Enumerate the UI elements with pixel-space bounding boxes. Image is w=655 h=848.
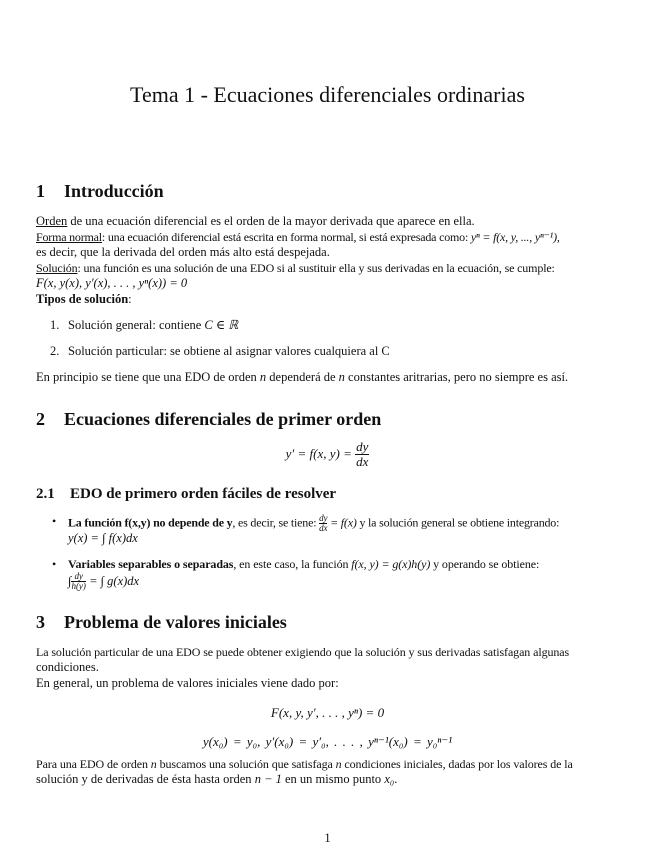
pvi-n1: n bbox=[150, 757, 157, 771]
pvi-n2: n bbox=[335, 757, 342, 771]
forma-normal-continuation: es decir, que la derivada del orden más alto está despejada. bbox=[36, 245, 330, 259]
fraction-denominator: dx bbox=[356, 454, 369, 470]
orden-term: Orden bbox=[36, 214, 68, 228]
pvi-line2-n: n − 1 bbox=[254, 772, 282, 786]
solucion-text: : una función es una solución de una EDO si al sustituir ella y sus derivadas en la ecuación, se cumple: bbox=[77, 261, 555, 275]
dy-hy-fraction bbox=[71, 572, 86, 592]
tipos-solucion-label bbox=[36, 292, 132, 308]
equation-lhs: y′ = f(x, y) = bbox=[285, 445, 352, 461]
fraction-numerator: dy bbox=[319, 513, 328, 523]
pvi-paragraph-3-line-2 bbox=[36, 772, 397, 788]
list-item-text: Solución general: contiene bbox=[68, 318, 205, 332]
pvi-paragraph-1-line-2: condiciones. bbox=[36, 660, 99, 674]
section-1-heading bbox=[36, 181, 164, 202]
subsection-number: 2.1 bbox=[36, 486, 55, 502]
section-number: 2 bbox=[36, 409, 45, 429]
tipos-colon: : bbox=[128, 292, 132, 306]
fraction-denominator: h(y) bbox=[71, 581, 86, 592]
orden-definition bbox=[36, 214, 620, 230]
bullet-2-text: , en este caso, la función bbox=[233, 557, 352, 571]
dy-dx-fraction bbox=[355, 440, 369, 470]
principio-text-c: constantes aritrarias, pero no siempre es así. bbox=[344, 370, 569, 384]
fraction-numerator: dy bbox=[356, 439, 369, 454]
solucion-term: Solución bbox=[36, 261, 78, 275]
section-title: Ecuaciones diferenciales de primer orden bbox=[64, 409, 382, 429]
pvi-paragraph-2: En general, un problema de valores iniciales viene dado por: bbox=[36, 676, 339, 690]
forma-normal-text: : una ecuación diferencial está escrita en forma normal, si está expresada como: bbox=[101, 230, 469, 244]
forma-normal-formula: yⁿ = f(x, y, ..., yⁿ⁻¹), bbox=[470, 230, 560, 244]
bullet-2-integral-rhs: = ∫ g(x)dx bbox=[85, 573, 140, 588]
fraction-denominator: dx bbox=[319, 523, 328, 534]
bullet-icon: • bbox=[52, 514, 57, 528]
bullet-2-integral bbox=[68, 572, 139, 592]
section-2-heading bbox=[36, 409, 381, 430]
integral-sign: ∫ bbox=[68, 573, 72, 588]
list-item-solucion-particular bbox=[50, 344, 390, 360]
pvi-equation-2: y(x₀) = y₀, y′(x₀) = y′₀, . . . , yⁿ⁻¹(x₀) = y₀ⁿ⁻¹ bbox=[202, 734, 453, 749]
bullet-1-line-1 bbox=[68, 514, 559, 534]
document-title: Tema 1 - Ecuaciones diferenciales ordinarias bbox=[130, 82, 525, 107]
list-item-solucion-general bbox=[50, 318, 238, 334]
pvi-line2-text-a: solución y de derivadas de ésta hasta orden bbox=[36, 772, 255, 786]
subsection-2-1-heading bbox=[36, 486, 336, 503]
pvi-text-a: Para una EDO de orden bbox=[36, 757, 151, 771]
bullet-2-bold: Variables separables o separadas bbox=[68, 557, 234, 571]
pvi-line2-period: . bbox=[394, 772, 398, 786]
tipos-label-text: Tipos de solución bbox=[36, 292, 129, 306]
list-item-number: 2. bbox=[50, 344, 60, 358]
principio-n1: n bbox=[259, 370, 267, 384]
section-title: Problema de valores iniciales bbox=[64, 612, 287, 632]
solucion-definition bbox=[36, 261, 555, 277]
bullet-1-integral: y(x) = ∫ f(x)dx bbox=[68, 531, 138, 545]
forma-normal-term: Forma normal bbox=[36, 230, 102, 244]
section-number: 3 bbox=[36, 612, 45, 632]
pvi-equation-1: F(x, y, y′, . . . , yⁿ) = 0 bbox=[270, 705, 385, 720]
forma-normal-definition bbox=[36, 230, 626, 246]
fraction-numerator: dy bbox=[71, 572, 86, 582]
subsection-title: EDO de primero orden fáciles de resolver bbox=[70, 486, 337, 502]
list-item-text: Solución particular: se obtiene al asignar valores cualquiera al C bbox=[68, 344, 390, 358]
bullet-1-text-2: y la solución general se obtiene integrando: bbox=[356, 515, 560, 530]
bullet-icon: • bbox=[52, 557, 57, 571]
first-order-equation bbox=[0, 440, 655, 470]
pvi-text-b: buscamos una solución que satisfaga bbox=[156, 757, 336, 771]
bullet-1-bold: La función f(x,y) no depende de y bbox=[68, 515, 233, 530]
bullet-1-text: , es decir, se tiene: bbox=[232, 515, 320, 530]
section-title: Introducción bbox=[64, 181, 164, 201]
principio-text-b: dependerá de bbox=[266, 370, 339, 384]
bullet-2-text-2: y operando se obtiene: bbox=[430, 557, 540, 571]
page-number: 1 bbox=[324, 831, 331, 845]
section-number: 1 bbox=[36, 181, 45, 201]
list-item-number: 1. bbox=[50, 318, 60, 332]
section-3-heading bbox=[36, 612, 287, 633]
bullet-2-line-1 bbox=[68, 557, 539, 573]
principio-paragraph bbox=[36, 370, 568, 386]
pvi-paragraph-1-line-1: La solución particular de una EDO se puede obtener exigiendo que la solución y sus derivadas satisfagan algunas bbox=[36, 645, 570, 659]
orden-text: de una ecuación diferencial es el orden de la mayor derivada que aparece en ella. bbox=[67, 214, 475, 228]
principio-text-a: En principio se tiene que una EDO de orden bbox=[36, 370, 260, 384]
pvi-line2-text-b: en un mismo punto bbox=[281, 772, 385, 786]
list-item-formula: C ∈ ℝ bbox=[204, 318, 239, 332]
bullet-1-formula: = f(x) bbox=[327, 515, 357, 530]
bullet-2-formula: f(x, y) = g(x)h(y) bbox=[351, 557, 431, 571]
pvi-paragraph-3-line-1 bbox=[36, 757, 573, 773]
pvi-line2-x0: x₀ bbox=[384, 772, 395, 786]
pvi-text-c: condiciones iniciales, dadas por los valores de la bbox=[341, 757, 573, 771]
solucion-formula: F(x, y(x), y′(x), . . . , yⁿ(x)) = 0 bbox=[36, 276, 188, 290]
principio-n2: n bbox=[338, 370, 345, 384]
